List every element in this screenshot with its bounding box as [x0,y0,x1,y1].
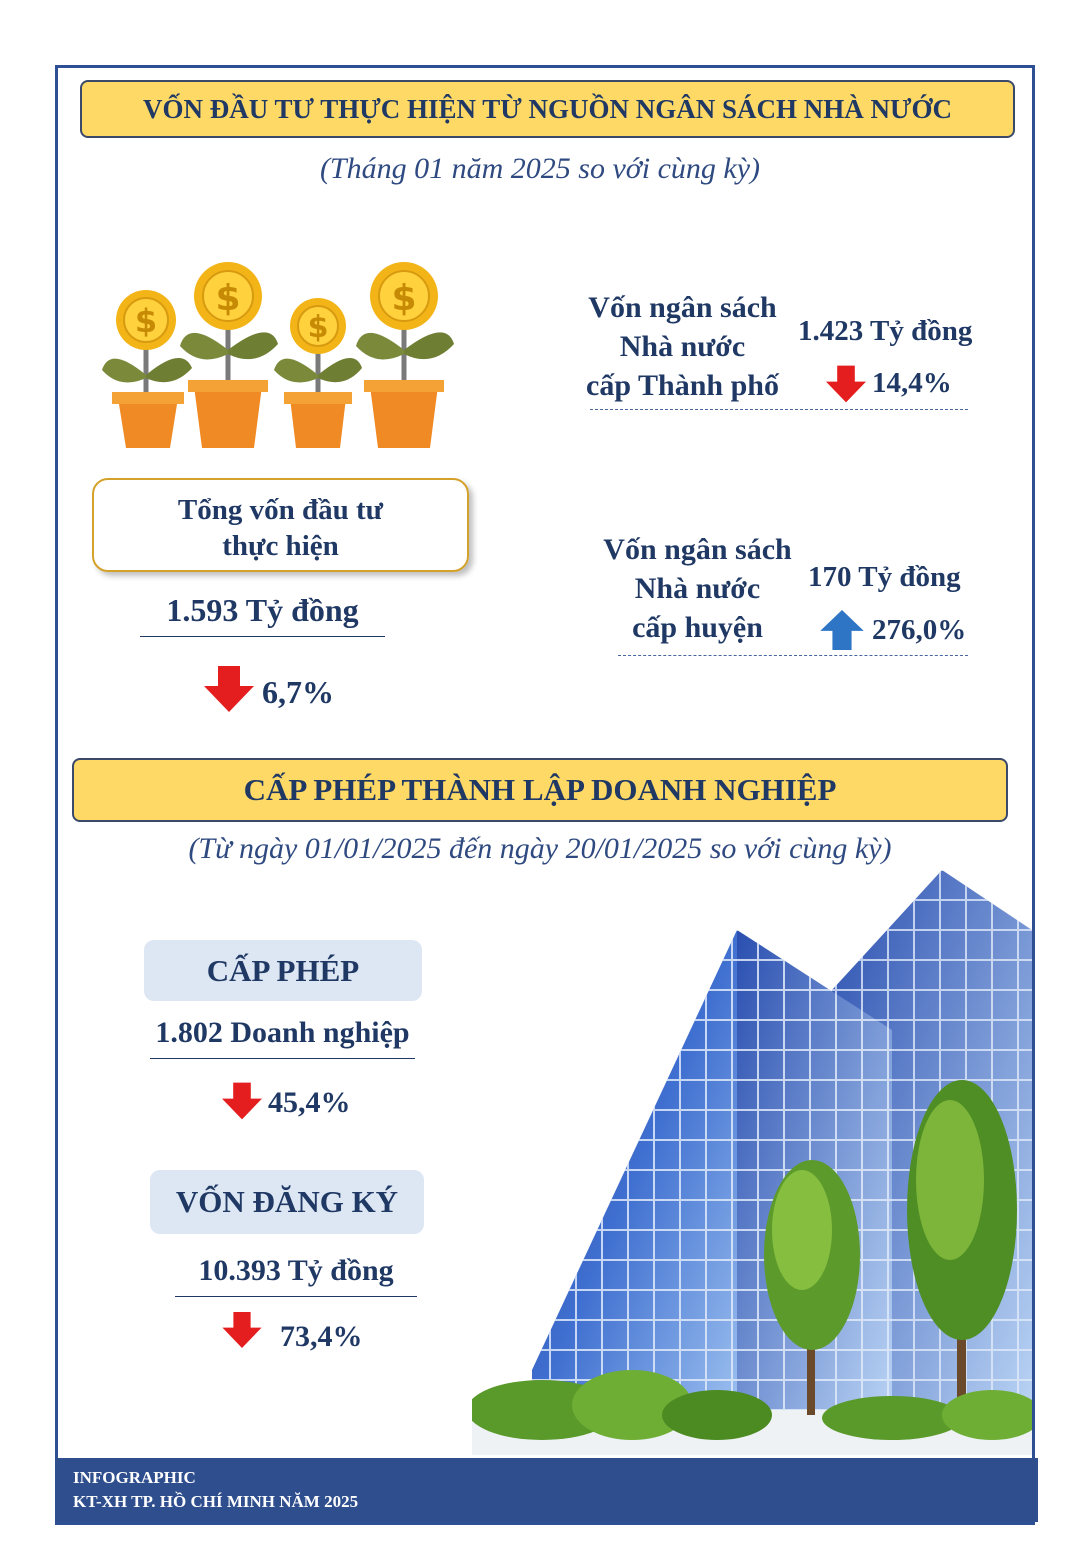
licensing-change: 45,4% [268,1086,351,1119]
arrow-down-icon [204,666,254,712]
money-plant-2-icon [180,262,278,448]
total-investment-label-line2: thực hiện [222,530,339,562]
district-budget-divider [618,654,968,656]
money-plant-illustration [100,260,460,455]
licensing-label-pill [144,940,422,1001]
svg-text:$: $ [215,278,241,319]
office-building-illustration [472,870,1032,1455]
registered-capital-value: 10.393 Tỷ đồng [175,1254,417,1297]
city-budget-label-line2: Nhà nước [619,330,746,363]
city-budget-divider [590,408,968,410]
total-investment-label-box [92,478,469,572]
section1-subtitle: (Tháng 01 năm 2025 so với cùng kỳ) [319,152,761,185]
district-budget-value: 170 Tỷ đồng [808,561,961,593]
total-investment-change: 6,7% [262,674,334,710]
district-budget-label-line2: Nhà nước [634,572,761,605]
registered-capital-label: VỐN ĐĂNG KÝ [175,1184,399,1219]
section1-title-banner [80,80,1015,138]
city-budget-label-line3: cấp Thành phố [586,369,779,402]
footer-bar [55,1458,1038,1522]
section2-title-banner [72,758,1008,822]
section2-subtitle: (Từ ngày 01/01/2025 đến ngày 20/01/2025 so với cùng kỳ) [188,832,892,865]
arrow-down-icon [826,364,866,404]
arrow-down-icon [222,1082,262,1120]
city-budget-label [570,288,795,405]
total-investment-label-line1: Tổng vốn đầu tư [177,494,384,526]
arrow-down-icon [222,1312,262,1348]
money-plant-3-icon [274,298,362,448]
svg-text:$: $ [307,310,329,345]
section1-title: VỐN ĐẦU TƯ THỰC HIỆN TỪ NGUỒN NGÂN SÁCH NHÀ NƯỚC [142,93,953,124]
city-budget-change: 14,4% [872,367,952,399]
licensing-value: 1.802 Doanh nghiệp [150,1016,415,1059]
city-budget-label-line1: Vốn ngân sách [588,291,777,324]
svg-text:$: $ [391,278,417,319]
footer-line2: KT-XH TP. HỒ CHÍ MINH NĂM 2025 [73,1492,359,1511]
registered-capital-label-pill [150,1170,424,1234]
district-budget-label-line3: cấp huyện [632,611,763,644]
district-budget-label-line1: Vốn ngân sách [603,533,792,566]
district-budget-label [585,530,810,647]
total-investment-value: 1.593 Tỷ đồng [140,592,385,637]
section2-title: CẤP PHÉP THÀNH LẬP DOANH NGHIỆP [243,772,837,807]
money-plant-1-icon [102,290,192,448]
registered-capital-change: 73,4% [280,1320,363,1353]
arrow-up-icon [820,610,864,650]
money-plant-4-icon [356,262,454,448]
footer-line1: INFOGRAPHIC [73,1468,196,1487]
city-budget-value: 1.423 Tỷ đồng [798,315,973,347]
licensing-label: CẤP PHÉP [206,952,360,988]
svg-text:$: $ [134,302,158,340]
district-budget-change: 276,0% [872,614,967,646]
